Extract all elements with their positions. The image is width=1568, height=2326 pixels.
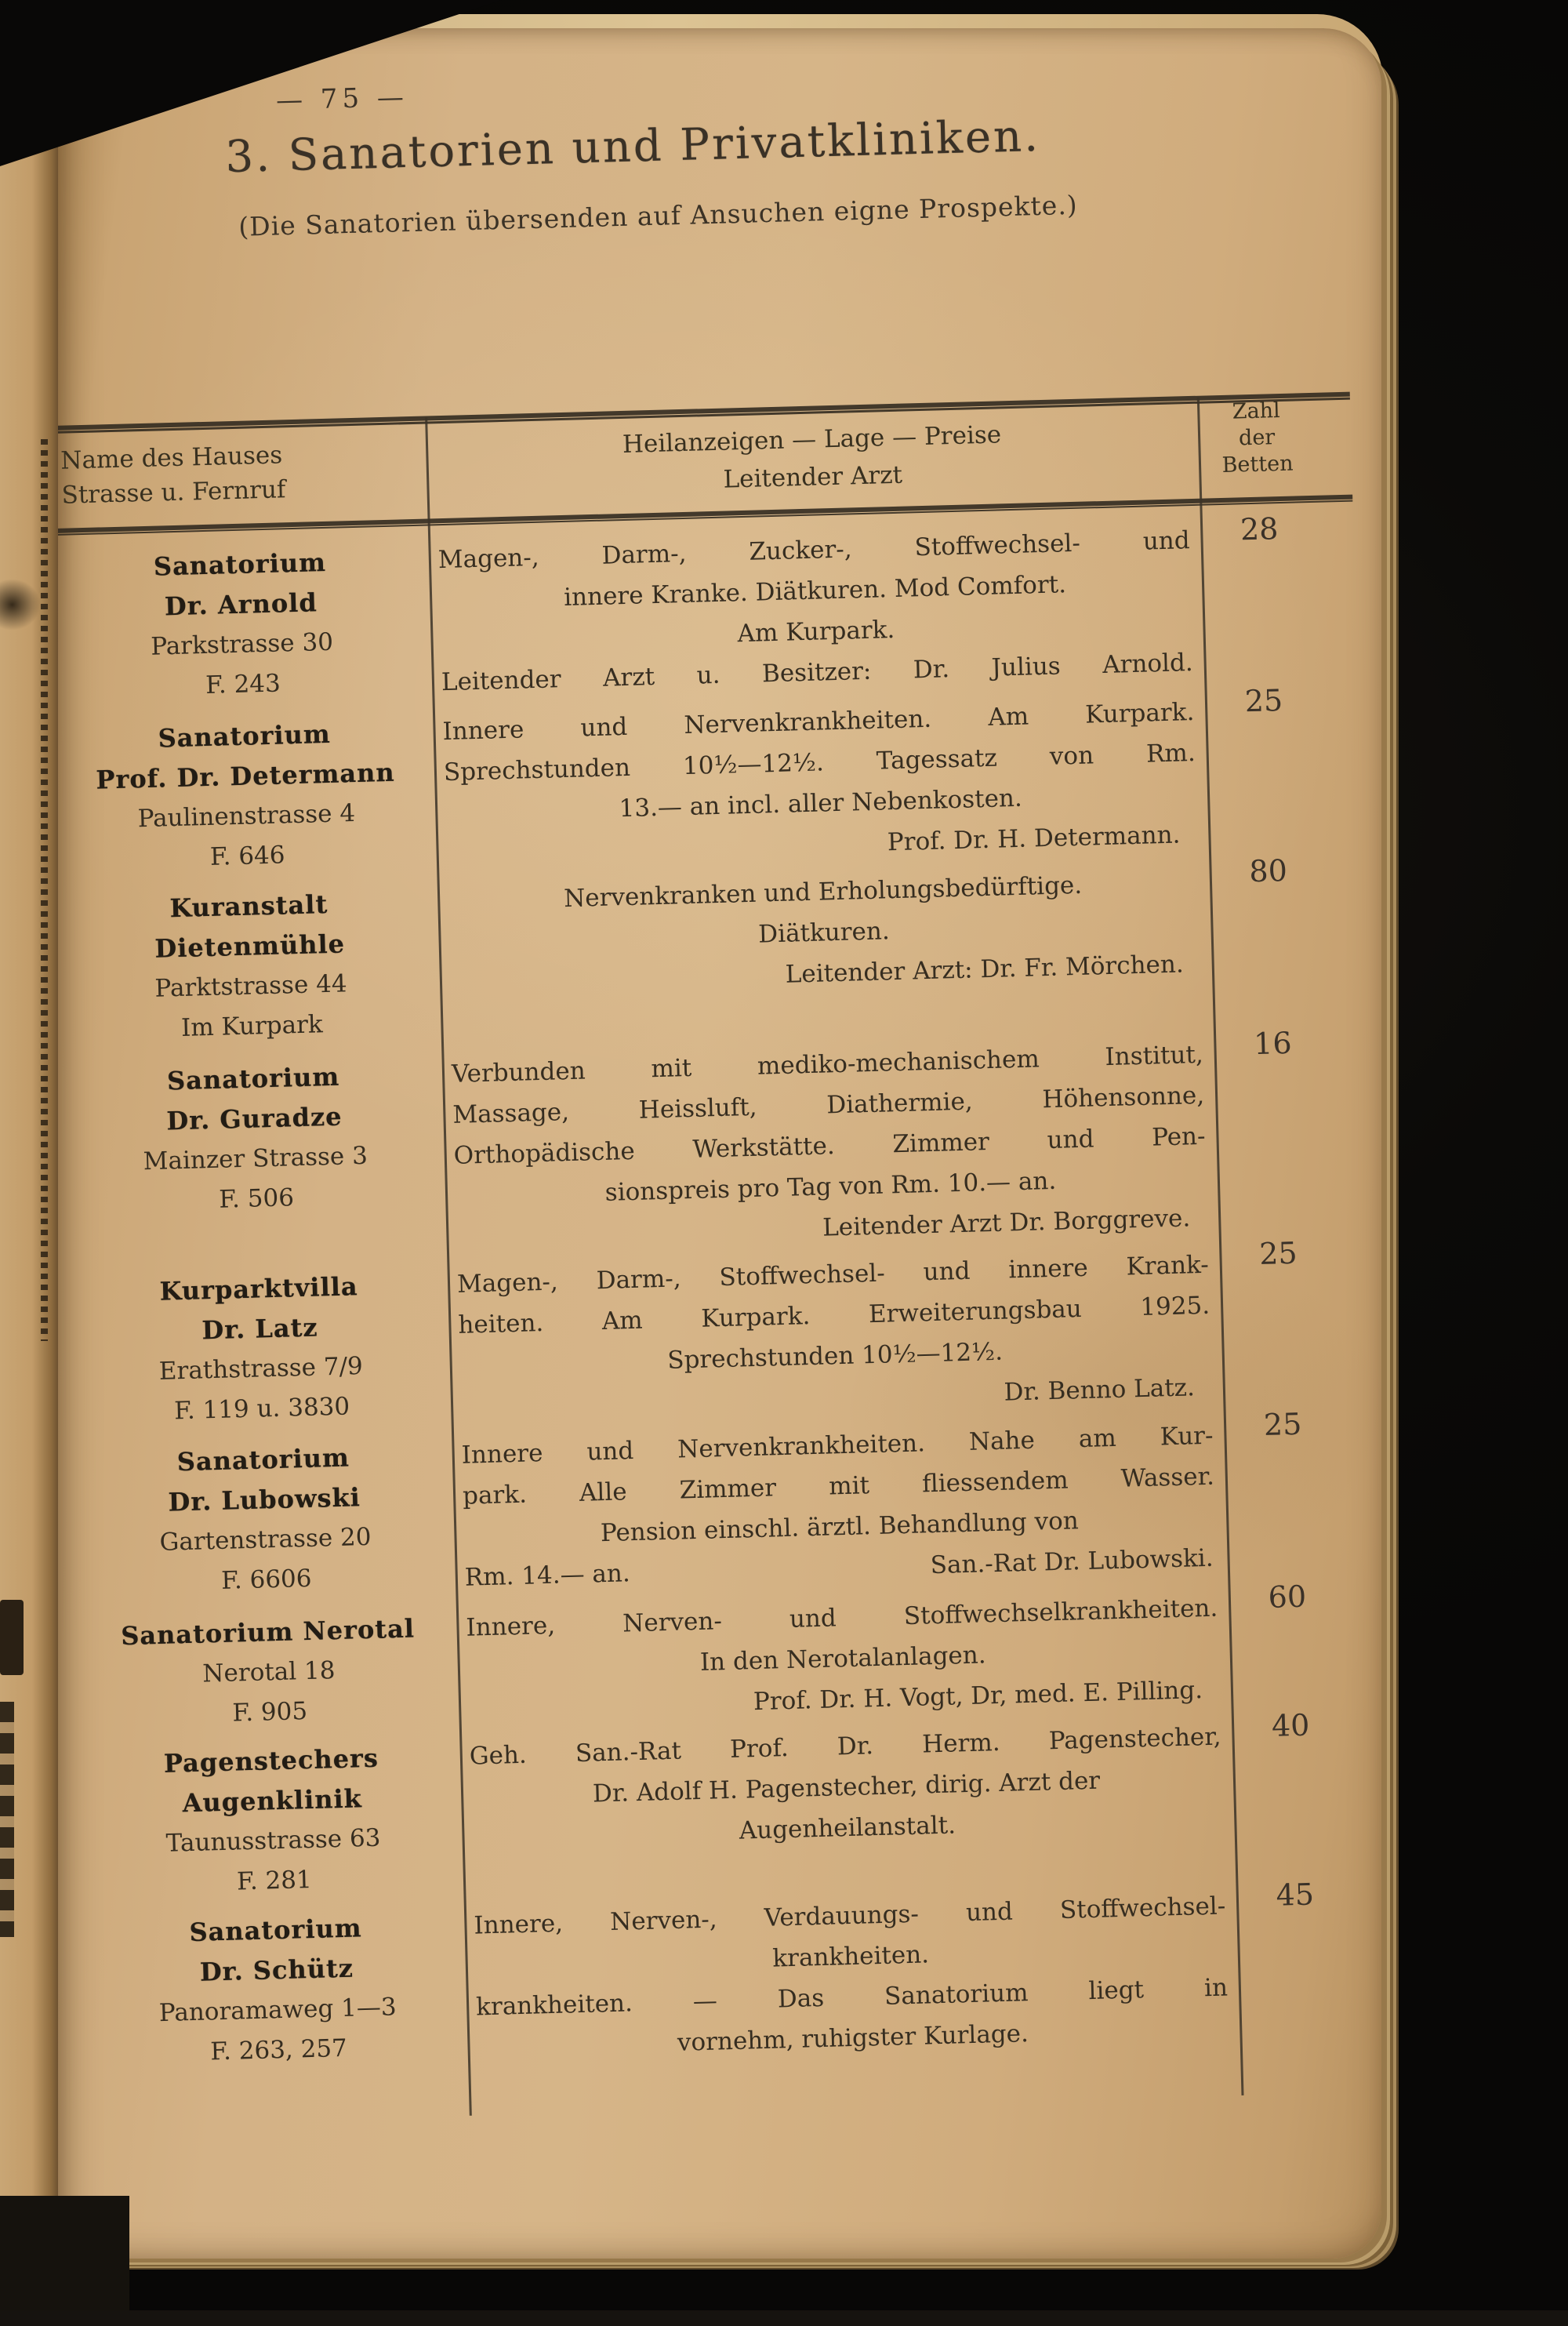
facility-name-cell (80, 1605, 459, 1738)
beds-count: 16 (1253, 1025, 1293, 1062)
beds-cell (1204, 682, 1323, 720)
beds-count: 40 (1271, 1707, 1310, 1743)
facility-description-line: Leitender Arzt Dr. Borggreve. (822, 1204, 1191, 1242)
facility-name: Pagenstechers (163, 1743, 379, 1779)
facility-address: Parktstrasse 44 (154, 969, 348, 1003)
book-page (58, 28, 1381, 2259)
beds-count: 45 (1276, 1877, 1315, 1913)
facility-description-line: Pension einschl. ärztl. Behandlung von (600, 1506, 1080, 1548)
table-row (83, 1707, 1353, 1912)
facility-description-cell (433, 689, 1209, 875)
facility-description-line: Magen-, Darm-, Zucker-, Stoffwechsel- und (437, 526, 1191, 575)
facility-description-line: Am Kurpark. (737, 615, 895, 649)
facility-description-line: Dr. Adolf H. Pagenstecher, dirig. Arzt der (592, 1766, 1101, 1808)
facility-description-cell (452, 1412, 1228, 1598)
facility-description-line: Prof. Dr. H. Determann. (887, 820, 1181, 857)
facility-name-cell (58, 536, 433, 709)
header-line: Name des Hauses (60, 441, 283, 475)
facility-address: Im Kurpark (180, 1010, 324, 1042)
facility-name-cell (75, 1432, 456, 1605)
facility-name-cell (65, 1051, 445, 1223)
facility-name: Dr. Schütz (199, 1953, 354, 1987)
header-name-column (58, 425, 428, 529)
facility-name: Dr. Arnold (164, 587, 318, 622)
beds-cell (1200, 511, 1319, 548)
facility-name: Sanatorium (153, 547, 327, 582)
facility-address: F. 905 (232, 1697, 308, 1728)
table-row (88, 1879, 1359, 2102)
facility-description-line: park. Alle Zimmer mit fliessendem Wasser. (462, 1462, 1215, 1510)
facility-address: Mainzer Strasse 3 (143, 1141, 368, 1176)
facility-address: Taunusstrasse 63 (165, 1823, 381, 1858)
header-line: Zahl (1232, 398, 1281, 424)
beds-cell (1228, 1578, 1346, 1615)
facility-description-line: heiten. Am Kurpark. Erweiterungsbau 1925. (457, 1291, 1210, 1339)
facility-description-line: Innere, Nerven-, Verdauungs- und Stoffwechsel- (474, 1892, 1226, 1940)
facility-name: Sanatorium Nerotal (120, 1613, 416, 1652)
facility-address: Parkstrasse 30 (150, 627, 334, 661)
facility-address: Erathstrasse 7/9 (158, 1352, 364, 1386)
facility-name: Sanatorium (158, 718, 332, 754)
facility-description-line: krankheiten. (771, 1940, 930, 1973)
facility-description-line: Massage, Heissluft, Diathermie, Höhensonne, (452, 1081, 1205, 1129)
facility-address: F. 263, 257 (209, 2033, 348, 2066)
facility-description-line: Sprechstunden 10½—12½. Tagessatz von Rm. (443, 738, 1196, 787)
facility-description-line: Prof. Dr. H. Vogt, Dr, med. E. Pilling. (753, 1676, 1203, 1717)
description-price: Rm. 14.— an. (464, 1559, 631, 1592)
facility-description-line: sionspreis pro Tag von Rm. 10.— an. (604, 1166, 1057, 1207)
header-line: Leitender Arzt (723, 460, 903, 494)
facility-description-line: In den Nerotalanlagen. (699, 1641, 987, 1677)
facility-address: Nerotal 18 (201, 1656, 336, 1688)
table-row (61, 852, 1331, 1061)
facility-description-line: Innere, Nerven- und Stoffwechselkrankheiten. (466, 1594, 1218, 1642)
facility-description-line: vornehm, ruhigster Kurlage. (677, 2019, 1029, 2057)
facility-name: Dr. Latz (201, 1312, 319, 1346)
table-row (75, 1408, 1345, 1614)
facility-description-line: Augenheilanstalt. (739, 1811, 956, 1845)
page-content (58, 28, 1381, 2259)
section-subtitle: (Die Sanatorien übersenden auf Ansuchen eigne Prospekte.) (238, 189, 1079, 242)
facility-description-line: innere Kranke. Diätkuren. Mod Comfort. (563, 570, 1067, 612)
facility-name: Dietenmühle (154, 929, 346, 964)
header-line: Heilanzeigen — Lage — Preise (622, 420, 1002, 459)
description-doctor: San.-Rat Dr. Lubowski. (930, 1543, 1214, 1580)
facility-description-cell (456, 1584, 1232, 1730)
facility-description-line: Innere und Nervenkrankheiten. Am Kurpark. (442, 697, 1195, 747)
beds-cell (1219, 1234, 1338, 1272)
facility-description-line: Magen-, Darm-, Stoffwechsel- und innere Krank- (456, 1250, 1210, 1299)
facility-description-cell (464, 1882, 1240, 2069)
facility-name: Prof. Dr. Determann (95, 757, 396, 795)
beds-cell (1209, 852, 1327, 890)
beds-count: 28 (1240, 511, 1279, 547)
facility-description-cell (437, 859, 1213, 1005)
beds-count: 25 (1263, 1406, 1302, 1442)
facility-description-line: Dr. Benno Latz. (1004, 1373, 1196, 1407)
facility-description-line: Diätkuren. (757, 917, 891, 949)
facility-description-line: Verbunden mit mediko-mechanischem Institut, (451, 1040, 1204, 1088)
facility-name: Dr. Guradze (165, 1101, 343, 1136)
facility-name-cell (58, 708, 437, 881)
facility-address: F. 6606 (220, 1564, 312, 1595)
beds-cell (1236, 1876, 1354, 1913)
facility-description-cell (441, 1030, 1219, 1258)
facility-address: F. 506 (218, 1183, 295, 1214)
facility-name: Sanatorium (189, 1913, 363, 1948)
book-board-edge (0, 2196, 129, 2326)
facility-description-line: Leitender Arzt u. Besitzer: Dr. Julius Arnold. (441, 649, 1194, 697)
facility-name: Kuranstalt (169, 889, 328, 924)
facility-address: F. 119 u. 3830 (173, 1392, 350, 1426)
beds-count: 80 (1248, 852, 1288, 889)
facility-name-cell (83, 1733, 463, 1906)
facing-page-ink-mark (0, 1702, 14, 1937)
facility-description-line: Geh. San.-Rat Prof. Dr. Herm. Pagenstecher, (469, 1722, 1221, 1771)
header-line: der (1238, 425, 1276, 451)
facility-address: F. 646 (209, 841, 285, 871)
beds-cell (1214, 1025, 1332, 1063)
header-beds-column (1197, 397, 1317, 499)
table-row (58, 511, 1322, 718)
facing-page-ink-mark (0, 1600, 24, 1675)
facility-description-line: krankheiten. — Das Sanatorium liegt in (475, 1973, 1229, 2022)
facility-name: Sanatorium (176, 1442, 350, 1477)
facility-address: Panoramaweg 1—3 (158, 1993, 397, 2028)
page-number: — 75 — (275, 81, 409, 117)
facility-description-line: Sprechstunden 10½—12½. (666, 1337, 1004, 1375)
beds-count: 60 (1268, 1579, 1307, 1615)
facility-name: Kurparktvilla (159, 1271, 359, 1307)
header-line: Betten (1221, 451, 1294, 478)
facility-description-line: 13.— an incl. aller Nebenkosten. (619, 783, 1023, 823)
facility-address: F. 243 (205, 669, 281, 700)
facility-description-cell (428, 517, 1204, 703)
header-line: Strasse u. Fernruf (61, 475, 286, 510)
facility-description-cell (447, 1241, 1223, 1427)
facility-description-line: Leitender Arzt: Dr. Fr. Mörchen. (785, 950, 1185, 989)
facility-name: Sanatorium (166, 1061, 340, 1096)
beds-cell (1232, 1706, 1350, 1744)
facility-description-line: Innere und Nervenkrankheiten. Nahe am Kur- (461, 1421, 1214, 1470)
facility-address: Gartenstrasse 20 (159, 1522, 372, 1557)
table-row (71, 1235, 1341, 1441)
facility-name: Augenklinik (182, 1783, 363, 1819)
beds-cell (1224, 1405, 1342, 1443)
facility-address: F. 281 (236, 1865, 313, 1896)
beds-count: 25 (1258, 1235, 1298, 1272)
facility-name-cell (61, 878, 441, 1051)
table-row (58, 685, 1327, 889)
table-body (58, 511, 1359, 2102)
facility-name-cell (71, 1261, 451, 1434)
facility-name: Dr. Lubowski (168, 1482, 361, 1517)
facility-description-cell (459, 1713, 1235, 1859)
facility-description-line: Nervenkranken und Erholungsbedürftige. (563, 870, 1083, 914)
facility-name-cell (88, 1903, 468, 2075)
background-edge (0, 2310, 1568, 2326)
beds-count: 25 (1244, 683, 1283, 719)
section-title: 3. Sanatorien und Privatkliniken. (224, 110, 1041, 184)
facility-description-line: Orthopädische Werkstätte. Zimmer und Pen- (453, 1121, 1206, 1170)
facing-page-ornament (0, 579, 41, 631)
facing-page-border-ornament (41, 439, 48, 1341)
facility-address: Paulinenstrasse 4 (137, 799, 356, 834)
